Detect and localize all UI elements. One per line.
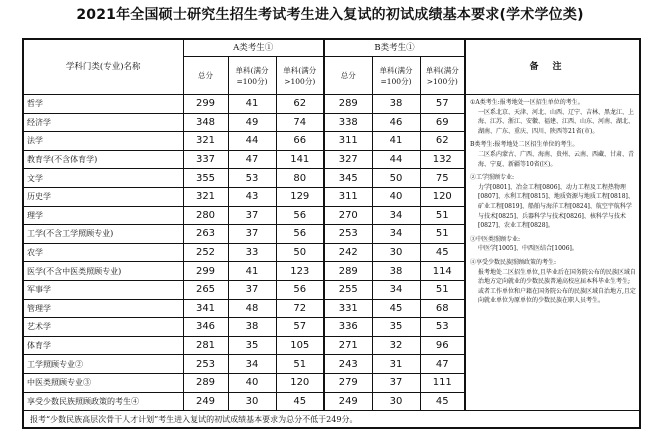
remark-paragraph (470, 235, 636, 254)
a-single100-score: 41 (228, 262, 276, 281)
a-total-score: 253 (183, 355, 228, 374)
a-total-score: 280 (183, 206, 228, 225)
footnote-row (23, 411, 640, 429)
b-single100-score: 34 (372, 206, 420, 225)
footnote: 报考“少数民族高层次骨干人才计划”考生进入复试的初试成绩基本要求为总分不低于249分。 (23, 411, 640, 429)
remark-body: 一区系北京、天津、河北、山西、辽宁、吉林、黑龙江、上海、江苏、浙江、安徽、福建、江西、山东、河南、湖北、湖南、广东、重庆、四川、陕西等21省(市)。 (478, 108, 635, 135)
a-total-score: 263 (183, 225, 228, 244)
subject-name: 农学 (23, 243, 183, 262)
b-total-score: 242 (324, 243, 372, 262)
a-total-score: 252 (183, 243, 228, 262)
b-total-score: 271 (324, 336, 372, 355)
b-total-score: 279 (324, 373, 372, 392)
subject-name: 理学 (23, 206, 183, 225)
a-single-over100-score: 45 (276, 392, 324, 411)
a-total-score: 281 (183, 336, 228, 355)
remark-paragraph (470, 258, 636, 306)
a-single100-score: 37 (228, 206, 276, 225)
b-total-score: 289 (324, 262, 372, 281)
a-single-over100-score: 56 (276, 206, 324, 225)
b-single-over100-score: 120 (420, 187, 465, 206)
b-single-over100-score: 57 (420, 95, 465, 114)
remark-heading: ①A类考生:报考地处一区招生单位的考生。 (470, 99, 584, 106)
group-b-header: B类考生① (324, 39, 465, 57)
a-total-score: 337 (183, 150, 228, 169)
b-single100-score: 30 (372, 392, 420, 411)
a-single100-score: 49 (228, 113, 276, 132)
b-single-over100-header: 单科(满分>100分) (420, 57, 465, 95)
b-single-over100-score: 47 (420, 355, 465, 374)
a-single100-score: 48 (228, 299, 276, 318)
b-total-score: 327 (324, 150, 372, 169)
b-total-score: 243 (324, 355, 372, 374)
a-single100-score: 34 (228, 355, 276, 374)
a-total-score: 341 (183, 299, 228, 318)
a-single100-score: 37 (228, 280, 276, 299)
a-single-over100-score: 56 (276, 280, 324, 299)
subject-name: 法学 (23, 132, 183, 151)
a-single-over100-score: 50 (276, 243, 324, 262)
subject-name: 工学(不含工学照顾专业) (23, 225, 183, 244)
a-single100-score: 35 (228, 336, 276, 355)
subject-name: 军事学 (23, 280, 183, 299)
remark-heading: ③中医类照顾专业: (470, 235, 521, 243)
b-single100-score: 41 (372, 132, 420, 151)
a-single-over100-score: 56 (276, 225, 324, 244)
subject-name: 中医类照顾专业③ (23, 373, 183, 392)
b-total-score: 253 (324, 225, 372, 244)
a-single-over100-score: 123 (276, 262, 324, 281)
b-single100-score: 40 (372, 187, 420, 206)
remarks-header: 备注 (465, 39, 640, 95)
b-single-over100-score: 96 (420, 336, 465, 355)
a-total-score: 249 (183, 392, 228, 411)
b-total-score: 331 (324, 299, 372, 318)
subject-name: 教育学(不含体育学) (23, 150, 183, 169)
remark-paragraph (470, 140, 636, 169)
b-single100-score: 44 (372, 150, 420, 169)
a-single-over100-score: 105 (276, 336, 324, 355)
a-single100-score: 38 (228, 318, 276, 337)
remark-body: 中医学[1005]、中西医结合[1006]。 (478, 245, 578, 253)
a-single-over100-score: 141 (276, 150, 324, 169)
b-single-over100-score: 68 (420, 299, 465, 318)
a-single100-header: 单科(满分=100分) (228, 57, 276, 95)
a-total-score: 321 (183, 187, 228, 206)
a-single-over100-score: 66 (276, 132, 324, 151)
subject-name: 哲学 (23, 95, 183, 114)
a-single100-score: 41 (228, 95, 276, 114)
a-single100-score: 53 (228, 169, 276, 188)
b-single-over100-score: 132 (420, 150, 465, 169)
b-single-over100-score: 45 (420, 243, 465, 262)
b-total-header: 总分 (324, 57, 372, 95)
page-title: 2021年全国硕士研究生招生考试考生进入复试的初试成绩基本要求(学术学位类) (76, 7, 584, 23)
remark-heading: ②工学照顾专业: (470, 174, 515, 182)
b-single-over100-score: 45 (420, 392, 465, 411)
b-single100-header: 单科(满分=100分) (372, 57, 420, 95)
a-single-over100-score: 129 (276, 187, 324, 206)
b-single-over100-score: 75 (420, 169, 465, 188)
b-single-over100-score: 51 (420, 280, 465, 299)
b-single100-score: 37 (372, 373, 420, 392)
b-single100-score: 46 (372, 113, 420, 132)
remark-paragraph (470, 173, 636, 231)
remark-body: 报考地处二区招生单位,且毕业后在国务院公布的民族区域自治地方定向就业的少数民族普通高校应届本科毕业生考生;或者工作单位和户籍在国务院公布的民族区域自治地方,且定向就业单位为原单位的少数民族在职人员考生。 (478, 268, 636, 305)
a-single100-score: 43 (228, 187, 276, 206)
a-total-header: 总分 (183, 57, 228, 95)
subject-name: 历史学 (23, 187, 183, 206)
remarks-cell (465, 95, 640, 411)
a-single100-score: 37 (228, 225, 276, 244)
a-total-score: 355 (183, 169, 228, 188)
b-total-score: 311 (324, 187, 372, 206)
a-single100-score: 47 (228, 150, 276, 169)
b-single-over100-score: 69 (420, 113, 465, 132)
remark-body: 二区系内蒙古、广西、海南、贵州、云南、西藏、甘肃、青海、宁夏、新疆等10省(区)。 (478, 150, 635, 168)
a-total-score: 299 (183, 262, 228, 281)
b-single-over100-score: 62 (420, 132, 465, 151)
subject-name: 体育学 (23, 336, 183, 355)
a-total-score: 321 (183, 132, 228, 151)
a-single-over100-score: 74 (276, 113, 324, 132)
table-row (23, 95, 640, 114)
subject-name: 工学照顾专业② (23, 355, 183, 374)
remark-heading: ④享受少数民族照顾政策的考生: (470, 258, 557, 266)
b-single100-score: 38 (372, 95, 420, 114)
a-total-score: 265 (183, 280, 228, 299)
remark-body: 力学[0801]、冶金工程[0806]、动力工程及工程热物理[0807]、水利工程[0815]、地质资源与地质工程[0818]、矿业工程[0819]、船舶与海洋工程[0824]、航空宇航科学与技术[0825]、兵器科学与技术[0826]、核科学与技术[0827]、农业工程[0828]。 (478, 183, 634, 230)
b-single-over100-score: 111 (420, 373, 465, 392)
b-total-score: 270 (324, 206, 372, 225)
a-single-over100-score: 51 (276, 355, 324, 374)
a-total-score: 289 (183, 373, 228, 392)
a-single-over100-score: 57 (276, 318, 324, 337)
b-total-score: 345 (324, 169, 372, 188)
a-total-score: 348 (183, 113, 228, 132)
b-single100-score: 34 (372, 225, 420, 244)
b-single-over100-score: 51 (420, 225, 465, 244)
subject-name: 管理学 (23, 299, 183, 318)
b-total-score: 311 (324, 132, 372, 151)
a-single100-score: 40 (228, 373, 276, 392)
b-single100-score: 31 (372, 355, 420, 374)
a-total-score: 346 (183, 318, 228, 337)
b-single-over100-score: 51 (420, 206, 465, 225)
a-total-score: 299 (183, 95, 228, 114)
b-single100-score: 30 (372, 243, 420, 262)
b-total-score: 289 (324, 95, 372, 114)
b-single100-score: 32 (372, 336, 420, 355)
a-single-over100-score: 120 (276, 373, 324, 392)
a-single-over100-header: 单科(满分>100分) (276, 57, 324, 95)
a-single-over100-score: 62 (276, 95, 324, 114)
subject-name: 医学(不含中医类照顾专业) (23, 262, 183, 281)
a-single100-score: 44 (228, 132, 276, 151)
b-single100-score: 35 (372, 318, 420, 337)
b-single100-score: 45 (372, 299, 420, 318)
subject-name: 艺术学 (23, 318, 183, 337)
b-single100-score: 38 (372, 262, 420, 281)
a-single100-score: 33 (228, 243, 276, 262)
a-single100-score: 30 (228, 392, 276, 411)
subject-name: 享受少数民族照顾政策的考生④ (23, 392, 183, 411)
b-single-over100-score: 53 (420, 318, 465, 337)
remark-paragraph (470, 98, 636, 136)
a-single-over100-score: 80 (276, 169, 324, 188)
subject-name: 文学 (23, 169, 183, 188)
b-total-score: 338 (324, 113, 372, 132)
subject-name: 经济学 (23, 113, 183, 132)
b-total-score: 336 (324, 318, 372, 337)
group-a-header: A类考生① (183, 39, 324, 57)
b-single-over100-score: 114 (420, 262, 465, 281)
b-total-score: 255 (324, 280, 372, 299)
b-total-score: 249 (324, 392, 372, 411)
subject-column-header: 学科门类(专业)名称 (23, 39, 183, 95)
remark-heading: B类考生:报考地处二区招生单位的考生。 (470, 141, 579, 149)
b-single100-score: 50 (372, 169, 420, 188)
score-table (22, 38, 641, 429)
a-single-over100-score: 72 (276, 299, 324, 318)
b-single100-score: 34 (372, 280, 420, 299)
